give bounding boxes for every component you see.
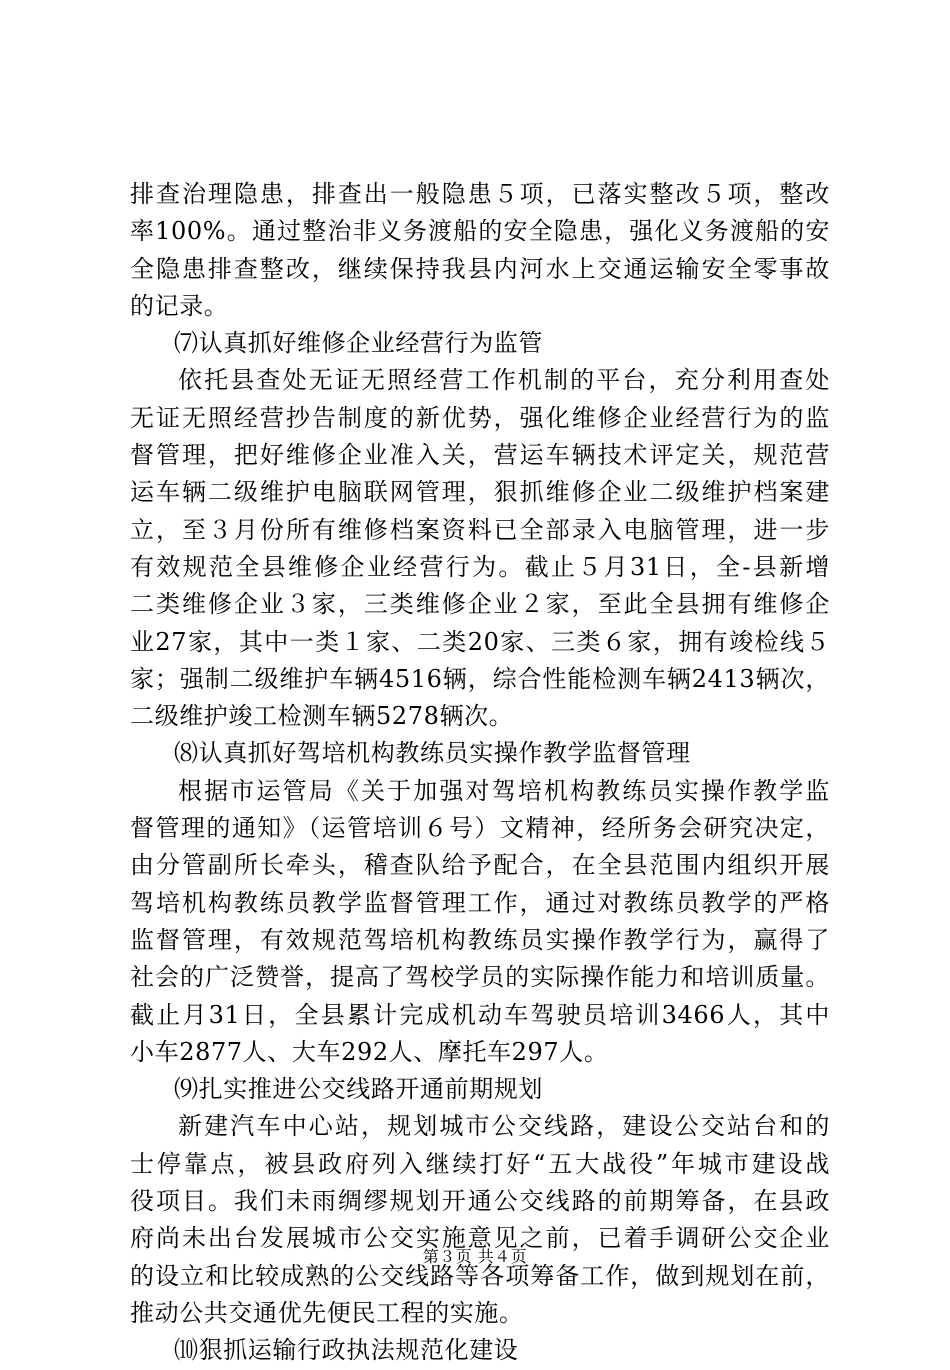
text-line: 业27家，其中一类１家、二类20家、三类６家，拥有竣检线５ [130, 627, 830, 656]
text-line: 排查治理隐患，排查出一般隐患５项，已落实整改５项，整改 [130, 180, 830, 208]
text-line: 二级维护竣工检测车辆5278辆次。 [130, 702, 514, 731]
text-line: 监督管理，有效规范驾培机构教练员实操作教学行为，赢得了 [130, 925, 830, 954]
page-footer [0, 1247, 950, 1267]
text-line: 役项目。我们未雨绸缪规划开通公交线路的前期筹备，在县政 [130, 1187, 830, 1216]
text-line: 小车2877人、大车292人、摩托车297人。 [130, 1037, 609, 1066]
page-number-label: 第３页 共４页 [422, 1247, 528, 1266]
section-heading: ⑺认真抓好维修企业经营行为监管 [174, 329, 543, 358]
section-heading: ⑼扎实推进公交线路开通前期规划 [174, 1075, 543, 1104]
text-line: 根据市运管局《关于加强对驾培机构教练员实操作教学监 [178, 776, 830, 805]
text-line: 的设立和比较成熟的公交线路等各项筹备工作，做到规划在前， [130, 1261, 830, 1290]
text-line: 推动公共交通优先便民工程的实施。 [130, 1298, 524, 1327]
text-line: 家；强制二级维护车辆4516辆，综合性能检测车辆2413辆次， [130, 664, 830, 693]
text-line: 督管理的通知》（运管培训６号）文精神，经所务会研究决定， [130, 814, 830, 843]
text-line: 全隐患排查整改，继续保持我县内河水上交通运输安全零事故 [130, 254, 830, 283]
section-heading: ⑻认真抓好驾培机构教练员实操作教学监督管理 [174, 739, 691, 768]
text-line: 运车辆二级维护电脑联网管理，狠抓维修企业二级维护档案建 [130, 478, 830, 507]
text-line: 二类维修企业３家，三类维修企业２家，至此全县拥有维修企 [130, 590, 830, 619]
document-body [130, 176, 830, 1370]
text-line: 有效规范全县维修企业经营行为。截止５月31日，全-县新增 [130, 552, 830, 581]
text-line: 新建汽车中心站，规划城市公交线路，建设公交站台和的 [178, 1112, 830, 1141]
text-line: 立，至３月份所有维修档案资料已全部录入电脑管理，进一步 [130, 515, 830, 544]
text-line: 依托县查处无证无照经营工作机制的平台，充分利用查处 [178, 366, 830, 395]
text-line: 士停靠点，被县政府列入继续打好“五大战役”年城市建设战 [130, 1149, 830, 1178]
text-line: 率100%。通过整治非义务渡船的安全隐患，强化义务渡船的安 [130, 217, 830, 246]
text-line: 无证无照经营抄告制度的新优势，强化维修企业经营行为的监 [130, 403, 830, 432]
text-line: 府尚未出台发展城市公交实施意见之前，已着手调研公交企业 [130, 1224, 830, 1253]
section-heading: ⑽狠抓运输行政执法规范化建设 [174, 1336, 519, 1365]
text-line: 由分管副所长牵头，稽查队给予配合，在全县范围内组织开展 [130, 851, 830, 880]
text-line: 的记录。 [130, 291, 229, 320]
text-line: 督管理，把好维修企业准入关，营运车辆技术评定关，规范营 [130, 441, 830, 470]
text-line: 截止月31日，全县累计完成机动车驾驶员培训3466人，其中 [130, 1000, 830, 1029]
text-line: 社会的广泛赞誉，提高了驾校学员的实际操作能力和培训质量。 [130, 963, 830, 992]
text-line: 驾培机构教练员教学监督管理工作，通过对教练员教学的严格 [130, 888, 830, 917]
